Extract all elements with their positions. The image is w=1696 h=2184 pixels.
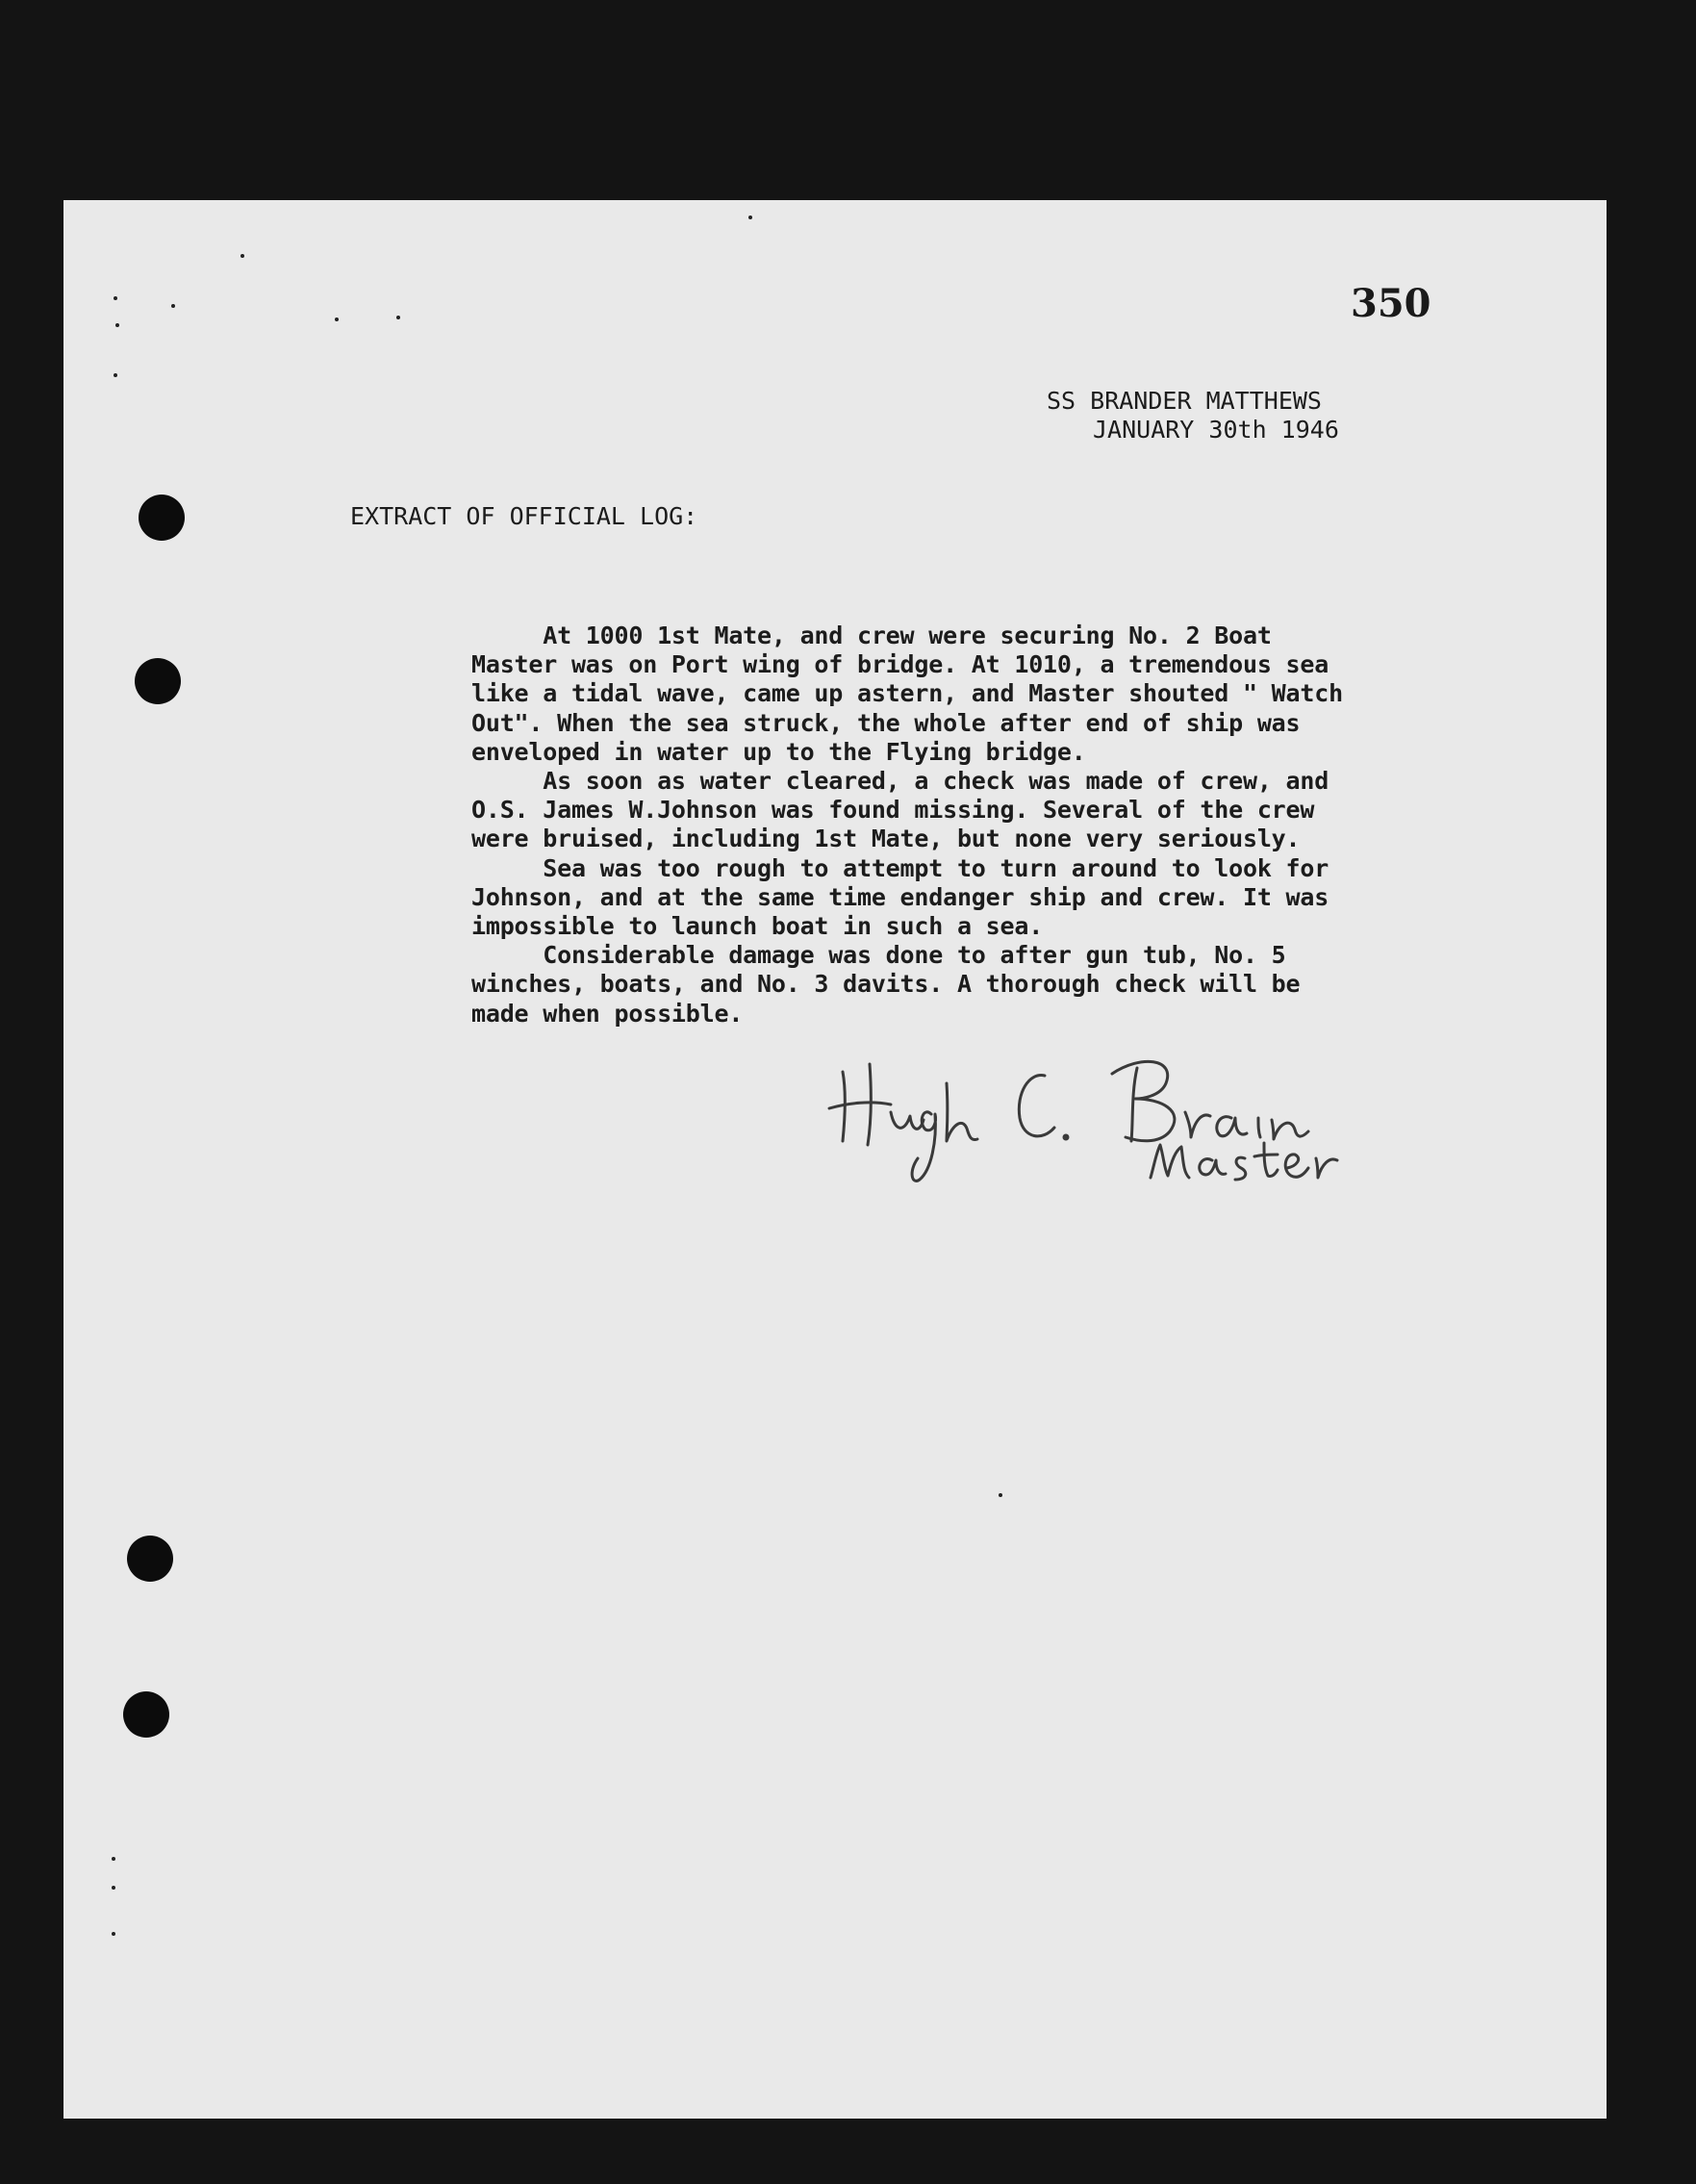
- body-line: At 1000 1st Mate, and crew were securing No. 2 Boat: [471, 622, 1272, 649]
- body-line: made when possible.: [471, 999, 744, 1028]
- speck: [240, 254, 244, 258]
- speck: [114, 373, 117, 377]
- speck: [115, 323, 119, 327]
- punch-hole: [123, 1691, 169, 1738]
- speck: [112, 1857, 115, 1861]
- handwritten-signature: [823, 1045, 1343, 1189]
- speck: [396, 316, 400, 319]
- body-line: As soon as water cleared, a check was made of crew, and: [471, 767, 1329, 796]
- speck: [112, 1886, 115, 1890]
- body-line: Out". When the sea struck, the whole after end of ship was: [471, 708, 1301, 737]
- punch-hole: [127, 1536, 173, 1582]
- speck: [171, 304, 175, 308]
- body-line: were bruised, including 1st Mate, but none very seriously.: [471, 825, 1301, 853]
- body-line: Master was on Port wing of bridge. At 1010, a tremendous sea: [471, 650, 1329, 679]
- body-line: like a tidal wave, came up astern, and Master shouted " Watch: [471, 679, 1343, 708]
- body-line: Sea was too rough to attempt to turn around to look for: [471, 853, 1329, 882]
- body-line: enveloped in water up to the Flying bridge.: [471, 737, 1086, 766]
- speck: [112, 1932, 115, 1936]
- log-date: JANUARY 30th 1946: [1093, 416, 1339, 444]
- speck: [335, 317, 339, 321]
- log-body: [471, 622, 1343, 1029]
- body-line: impossible to launch boat in such a sea.: [471, 912, 1044, 941]
- punch-hole: [139, 495, 185, 541]
- speck: [999, 1493, 1002, 1497]
- ship-name: SS BRANDER MATTHEWS: [1047, 387, 1322, 415]
- speck: [114, 296, 117, 300]
- log-title: EXTRACT OF OFFICIAL LOG:: [350, 502, 698, 530]
- body-line: Considerable damage was done to after gun tub, No. 5: [471, 941, 1286, 970]
- speck: [748, 216, 752, 219]
- page-number: 350: [1351, 281, 1431, 326]
- body-line: O.S. James W.Johnson was found missing. Several of the crew: [471, 796, 1315, 825]
- punch-hole: [135, 658, 181, 704]
- body-line: winches, boats, and No. 3 davits. A thorough check will be: [471, 970, 1301, 999]
- body-line: Johnson, and at the same time endanger ship and crew. It was: [471, 882, 1329, 911]
